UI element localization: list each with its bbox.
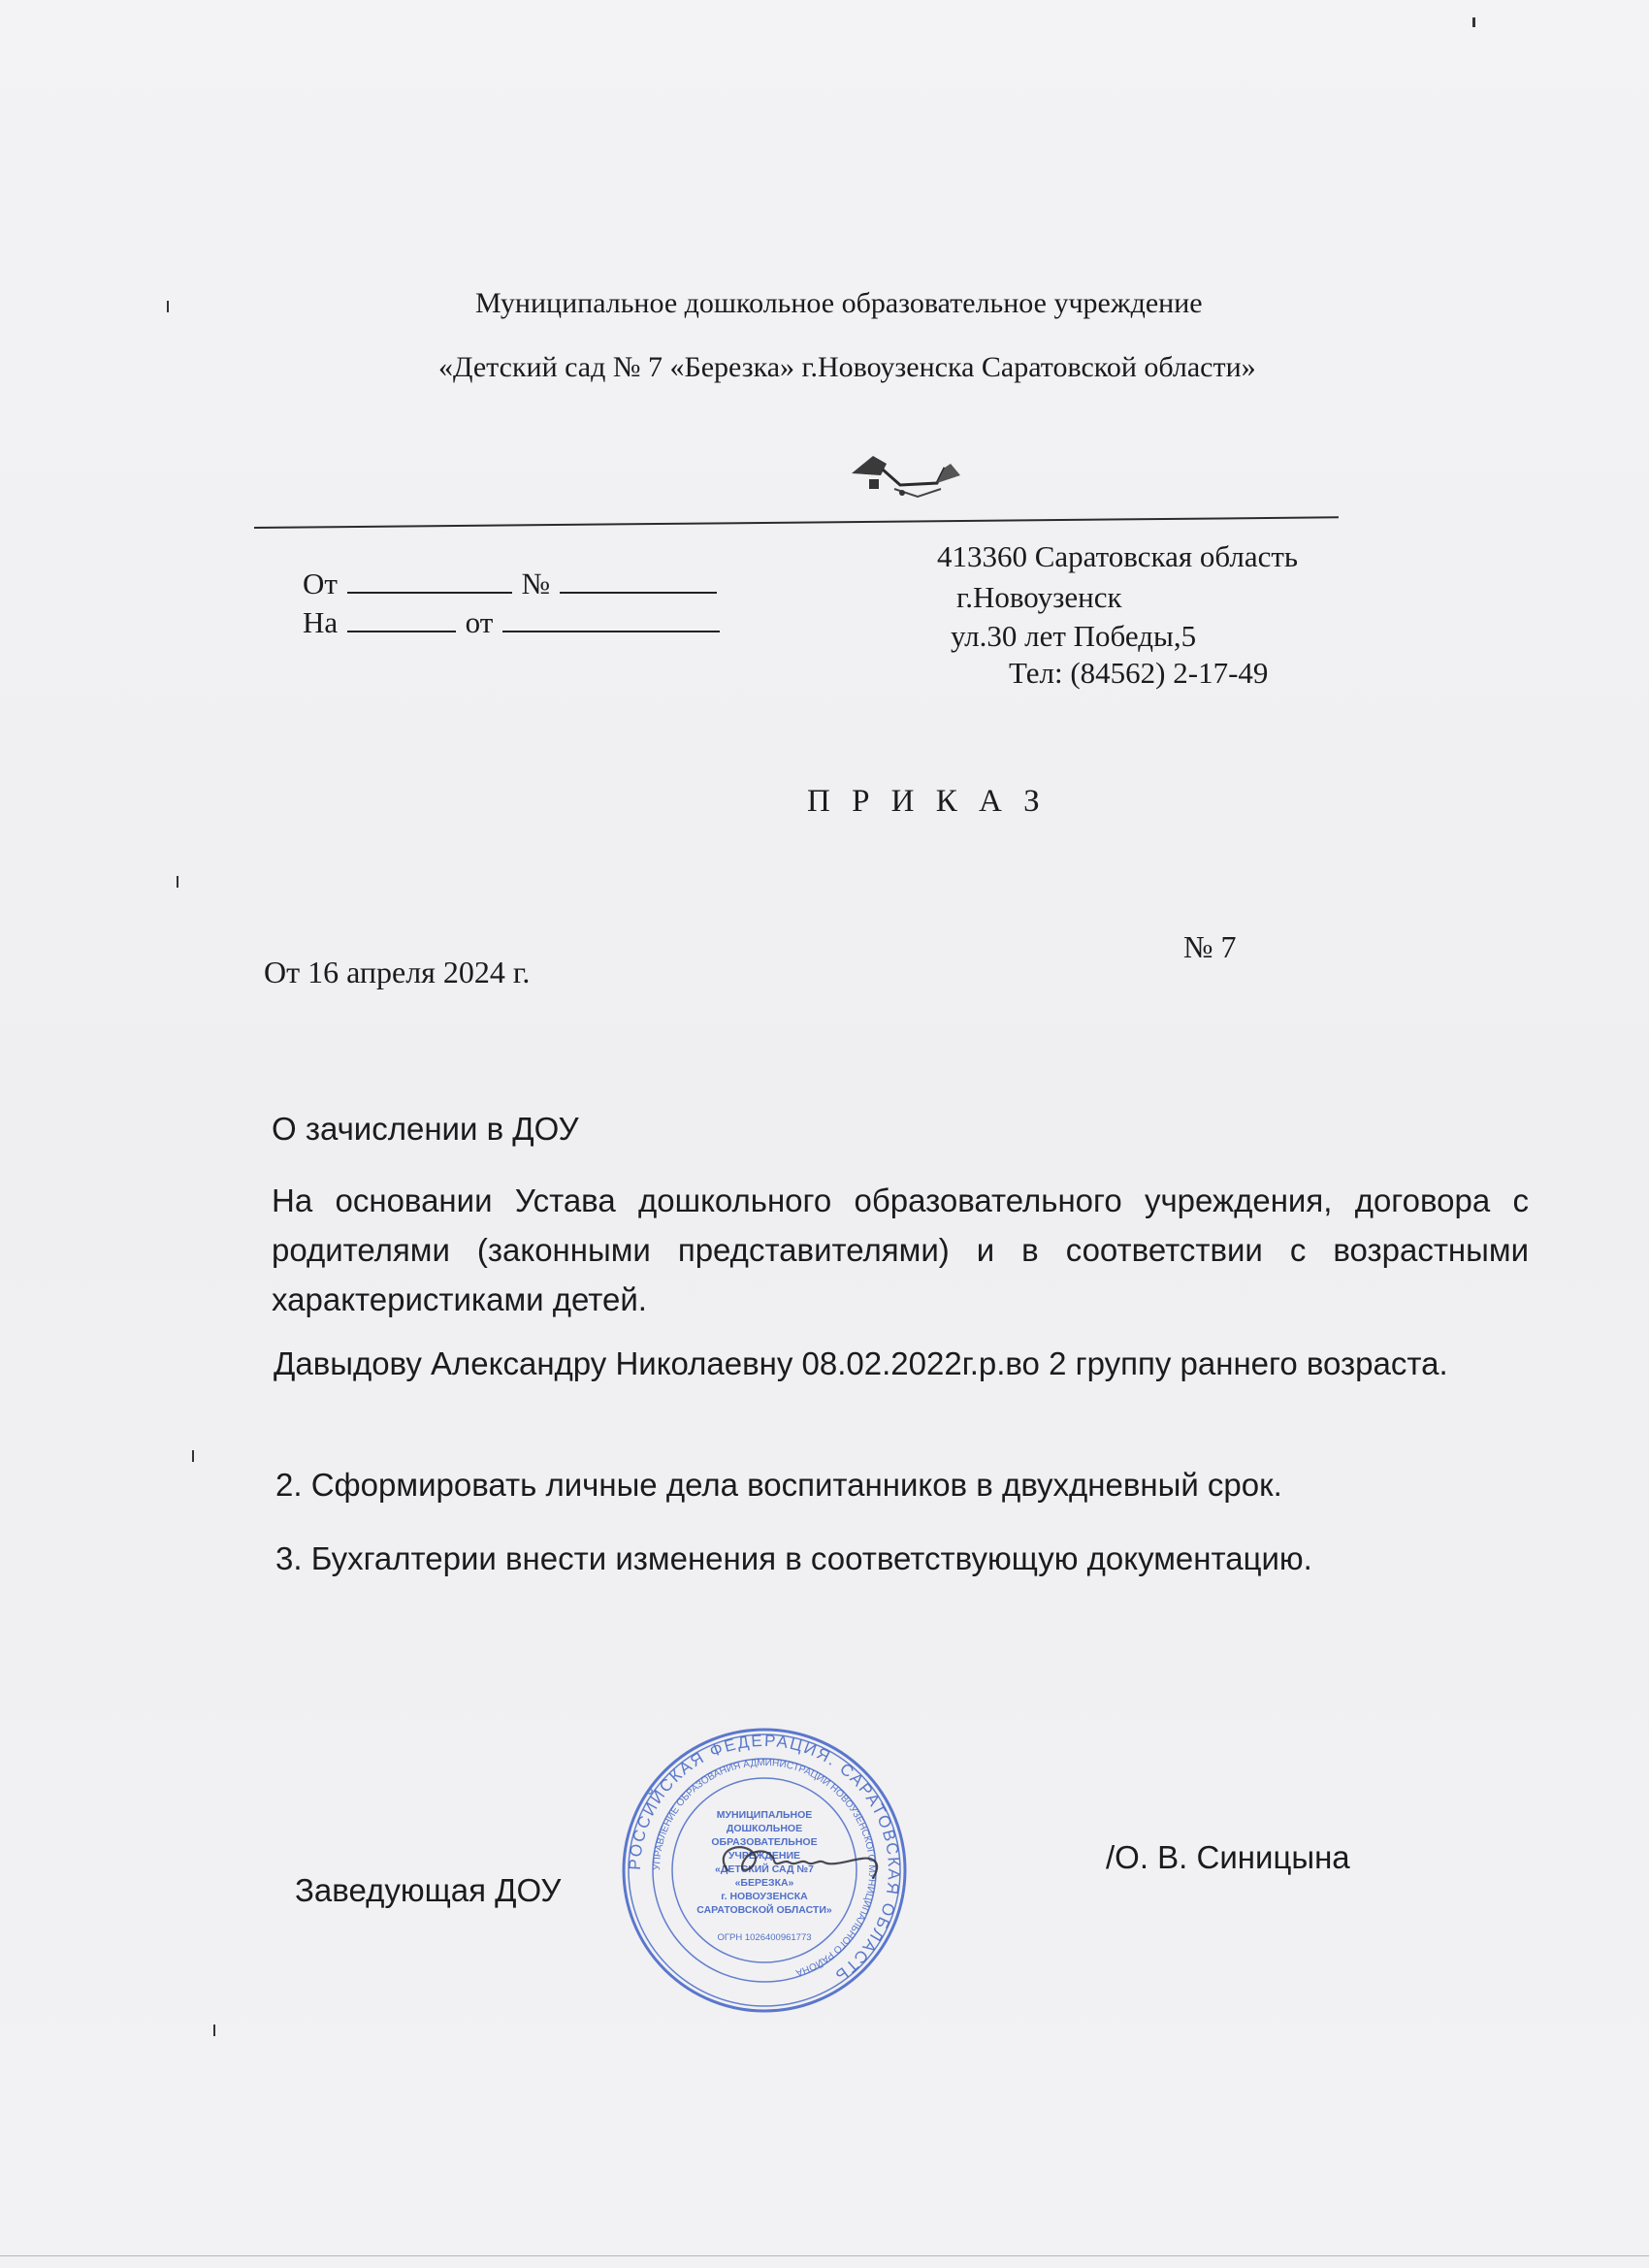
order-item-3: 3. Бухгалтерии внести изменения в соответствующую документацию. (275, 1540, 1312, 1576)
scan-speck (1472, 17, 1475, 27)
header-divider (254, 516, 1339, 529)
institution-name-line1: Муниципальное дошкольное образовательное учреждение (475, 287, 1203, 319)
stamp-ogrn: ОГРН 1026400961773 (717, 1932, 812, 1943)
from2-blank (502, 630, 720, 632)
address-line3: ул.30 лет Победы,5 (951, 619, 1197, 653)
order-item-2: 2. Сформировать личные дела воспитанников в двухдневный срок. (275, 1467, 1282, 1503)
scan-bottom-edge (0, 2255, 1649, 2256)
from-label: От (303, 567, 338, 600)
registration-on-line (303, 605, 722, 640)
stamp-center-line: ОБРАЗОВАТЕЛЬНОЕ (711, 1836, 818, 1848)
stamp-center-line: УЧРЕЖДЕНИЕ (728, 1850, 801, 1862)
signatory-name: /О. В. Синицына (1106, 1839, 1350, 1875)
from2-label: от (465, 605, 494, 639)
scan-speck (213, 2025, 215, 2036)
order-basis-paragraph: На основании Устава дошкольного образовательного учреждения, договора с родителями (законными представителями) и в соответствии с возрастными характеристиками детей. (272, 1183, 1529, 1317)
scan-speck (177, 876, 178, 888)
order-date: От 16 апреля 2024 г. (264, 955, 531, 989)
address-line1: 413360 Саратовская область (937, 539, 1299, 573)
address-line2: г.Новоузенск (956, 580, 1122, 614)
on-blank (347, 630, 456, 632)
signatory-position: Заведующая ДОУ (295, 1872, 562, 1908)
stamp-center-line: МУНИЦИПАЛЬНОЕ (716, 1809, 813, 1821)
institution-name-line2: «Детский сад № 7 «Березка» г.Новоузенска Саратовской области» (438, 351, 1256, 383)
stamp-outer-text: РОССИЙСКАЯ ФЕДЕРАЦИЯ. САРАТОВСКАЯ ОБЛАСТЬ (625, 1731, 904, 1987)
document-title: П Р И К А З (807, 784, 1047, 819)
number-blank (560, 591, 717, 594)
scan-speck (192, 1450, 194, 1462)
official-stamp (619, 1725, 910, 2016)
order-subject: О зачислении в ДОУ (272, 1111, 579, 1147)
from-blank (347, 591, 512, 594)
stamp-center-line: г. НОВОУЗЕНСКА (721, 1891, 808, 1902)
institution-logo-icon (844, 446, 970, 504)
scan-speck (167, 301, 169, 312)
number-label: № (521, 567, 551, 600)
address-phone: Тел: (84562) 2-17-49 (1009, 656, 1269, 690)
order-number: № 7 (1183, 929, 1237, 964)
stamp-center-line: «БЕРЕЗКА» (734, 1877, 794, 1889)
stamp-center-line: ДОШКОЛЬНОЕ (726, 1823, 803, 1834)
on-label: На (303, 605, 339, 639)
stamp-center-line: «ДЕТСКИЙ САД №7 (715, 1863, 814, 1875)
stamp-ring-text: УПРАВЛЕНИЕ ОБРАЗОВАНИЯ АДМИНИСТРАЦИИ НОВОУЗЕНСКОГО МУНИЦИПАЛЬНОГО РАЙОНА (651, 1757, 878, 1978)
registration-from-line (303, 567, 719, 601)
order-item-1: Давыдову Александру Николаевну 08.02.2022г.р.во 2 группу раннего возраста. (274, 1345, 1448, 1381)
stamp-center-line: САРАТОВСКОЙ ОБЛАСТИ» (696, 1904, 832, 1916)
